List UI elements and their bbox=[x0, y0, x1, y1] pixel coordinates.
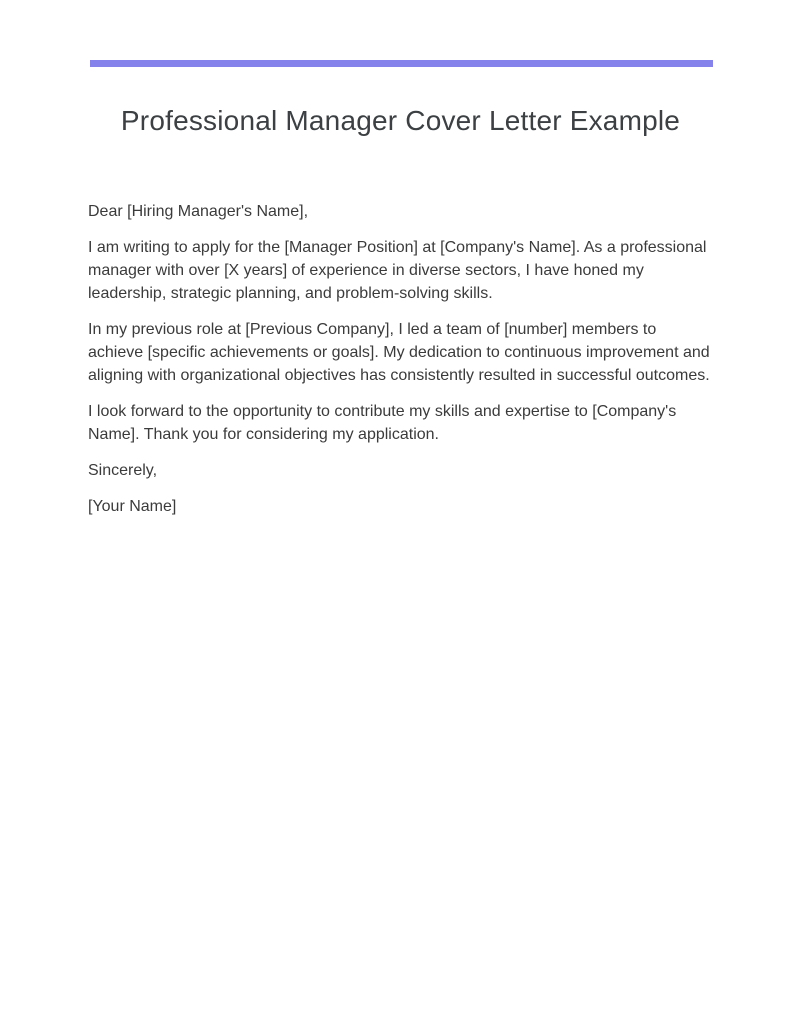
letter-paragraph: I am writing to apply for the [Manager Position] at [Company's Name]. As a professional manager with over [X years] of experience in diverse sectors, I have honed my leadership, strategic planning, and problem-solving skills. bbox=[88, 239, 707, 302]
letter-paragraph: I look forward to the opportunity to contribute my skills and expertise to [Company's Name]. Thank you for considering my application. bbox=[88, 403, 677, 443]
letter-paragraph: In my previous role at [Previous Company], I led a team of [number] members to achieve [specific achievements or goals]. My dedication to continuous improvement and aligning with organizational objectives has consistently resulted in successful outcomes. bbox=[88, 321, 710, 384]
accent-bar bbox=[90, 60, 713, 67]
signature: [Your Name] bbox=[88, 498, 177, 515]
closing: Sincerely, bbox=[88, 462, 158, 479]
salutation: Dear [Hiring Manager's Name], bbox=[88, 203, 309, 220]
page-title: Professional Manager Cover Letter Example bbox=[120, 105, 681, 136]
letter-body bbox=[88, 200, 713, 531]
